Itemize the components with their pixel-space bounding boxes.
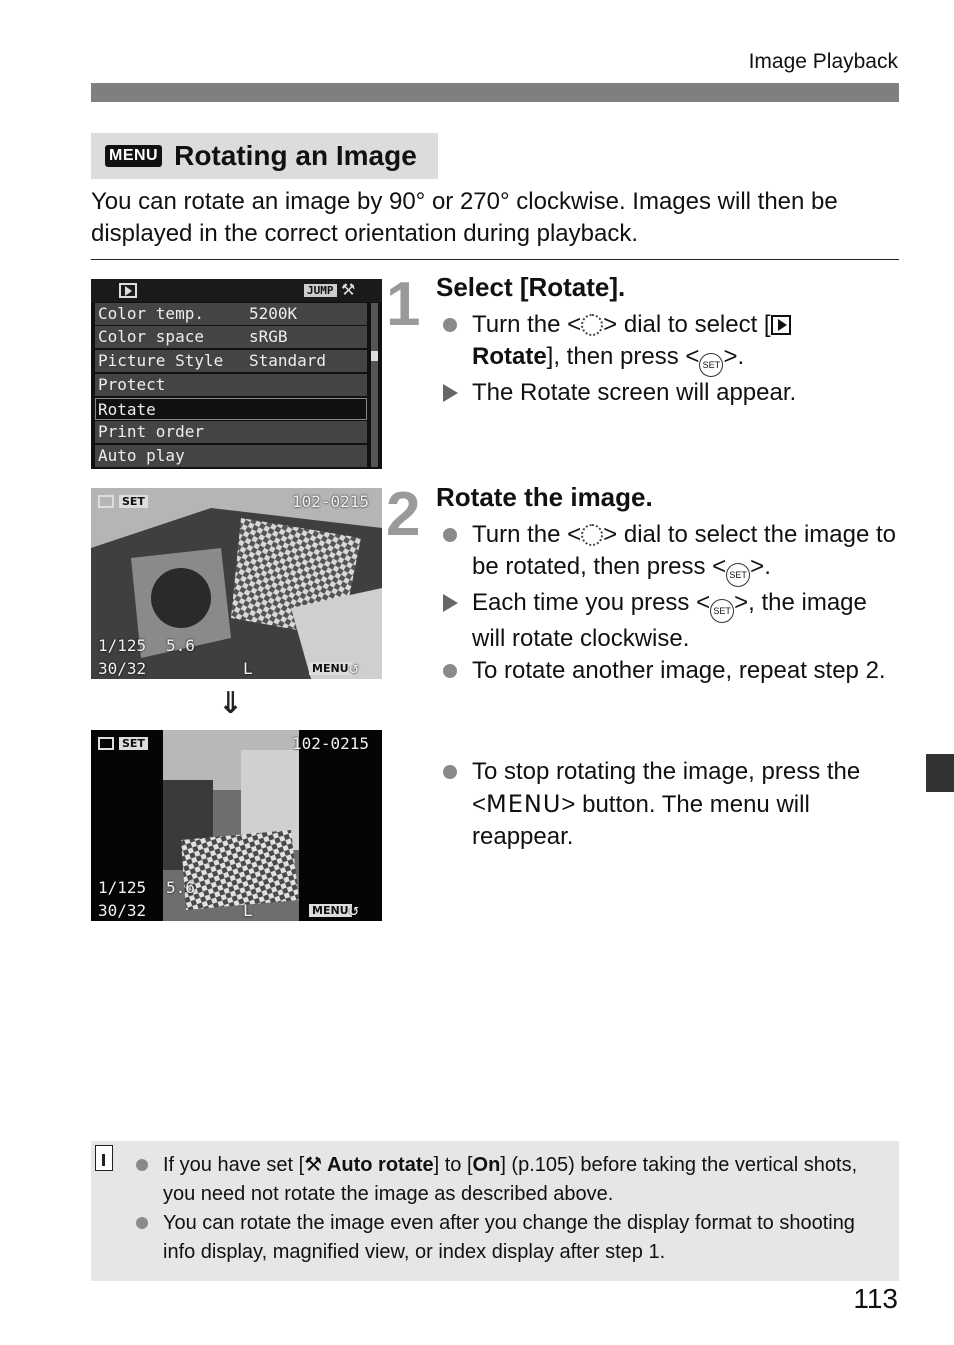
image-count: 30/32 [98, 901, 147, 920]
quality-icon: L [243, 901, 253, 920]
lcd-scroll-thumb [371, 351, 378, 361]
lcd-scrollbar [371, 303, 378, 467]
list-item: Turn the < > dial to select [ Rotate], then press < SET >. [440, 309, 900, 377]
step-1-bullets [440, 309, 900, 409]
return-icon: ↺ [349, 900, 359, 919]
step-number-2: 2 [386, 480, 421, 549]
setup-tab-icon: ⚒ [341, 282, 356, 299]
step-2-bullets [440, 519, 900, 687]
quality-icon: L [243, 659, 253, 678]
playback-tab-icon [119, 283, 137, 298]
lcd-menu-screenshot [91, 279, 382, 469]
aperture: 5.6 [166, 878, 195, 897]
setup-tab-icon: ⚒ [304, 1154, 327, 1176]
list-item: Each time you press < SET >, the image will rotate clockwise. [440, 587, 900, 655]
bullet-dot-icon [136, 1217, 148, 1229]
note-box [91, 1141, 899, 1281]
section-title: Rotating an Image [174, 140, 417, 171]
lcd-menu-row: Color space sRGB [95, 326, 367, 348]
lcd-menu-row: Color temp. 5200K [95, 303, 367, 325]
result-arrow-icon [443, 384, 458, 402]
file-number: 102-0215 [292, 492, 370, 511]
quick-control-dial-icon [581, 314, 603, 336]
list-item: The Rotate screen will appear. [440, 377, 900, 409]
camera-icon [98, 737, 114, 750]
lcd-menu-row: Protect [95, 374, 367, 396]
shutter-speed: 1/125 [98, 636, 147, 655]
running-header: Image Playback [748, 50, 898, 73]
step-title-2: Rotate the image. [436, 482, 653, 512]
chapter-tab [926, 754, 954, 792]
set-button-icon: SET [710, 599, 734, 623]
down-arrow-icon: ⇓ [218, 687, 244, 720]
bullet-dot-icon [136, 1159, 148, 1171]
lcd-menu-row: Print order [95, 421, 367, 443]
header-bar [91, 83, 899, 102]
step-number-1: 1 [386, 270, 421, 339]
lcd-menu-row: Picture Style Standard [95, 350, 367, 372]
note-list [133, 1151, 883, 1267]
page-number: 113 [853, 1283, 898, 1314]
bullet-dot-icon [443, 528, 457, 542]
menu-badge: MENU [309, 904, 352, 917]
camera-icon [98, 495, 114, 508]
lcd-menu-row: Auto play [95, 445, 367, 467]
result-arrow-icon [443, 594, 458, 612]
step-2-bullets-extra [440, 756, 900, 853]
section-heading [91, 133, 438, 179]
note-icon [95, 1145, 113, 1171]
file-number: 102-0215 [292, 734, 370, 753]
playback-screenshot-after [91, 730, 382, 921]
list-item: You can rotate the image even after you change the display format to shooting info display, magnified view, or index display after step 1. [133, 1209, 883, 1267]
shutter-speed: 1/125 [98, 878, 147, 897]
list-item: To rotate another image, repeat step 2. [440, 655, 900, 687]
quick-control-dial-icon [581, 524, 603, 546]
intro-paragraph: You can rotate an image by 90° or 270° clockwise. Images will then be displayed in the correct orientation during playback. [91, 188, 838, 247]
menu-icon: MENU [105, 145, 162, 167]
bullet-dot-icon [443, 765, 457, 779]
lcd-menu-row-selected: Rotate [95, 398, 367, 420]
aperture: 5.6 [166, 636, 195, 655]
list-item: To stop rotating the image, press the <MENU> button. The menu will reappear. [440, 756, 900, 853]
image-count: 30/32 [98, 659, 147, 678]
list-item: Turn the < > dial to select the image to be rotated, then press < SET >. [440, 519, 900, 587]
menu-button-icon: MENU [486, 790, 562, 818]
set-button-icon: SET [726, 563, 750, 587]
step-title-1: Select [Rotate]. [436, 272, 626, 302]
playback-icon [771, 315, 791, 335]
list-item: If you have set [⚒ Auto rotate] to [On] (p.105) before taking the vertical shots, you need not rotate the image as described above. [133, 1151, 883, 1209]
set-badge: SET [119, 495, 148, 508]
set-badge: SET [119, 737, 148, 750]
bullet-dot-icon [443, 318, 457, 332]
bullet-dot-icon [443, 664, 457, 678]
jump-icon: JUMP [304, 284, 337, 297]
menu-badge: MENU [309, 662, 352, 675]
divider [91, 259, 899, 260]
return-icon: ↺ [349, 658, 359, 677]
playback-screenshot-before [91, 488, 382, 679]
set-button-icon: SET [699, 353, 723, 377]
